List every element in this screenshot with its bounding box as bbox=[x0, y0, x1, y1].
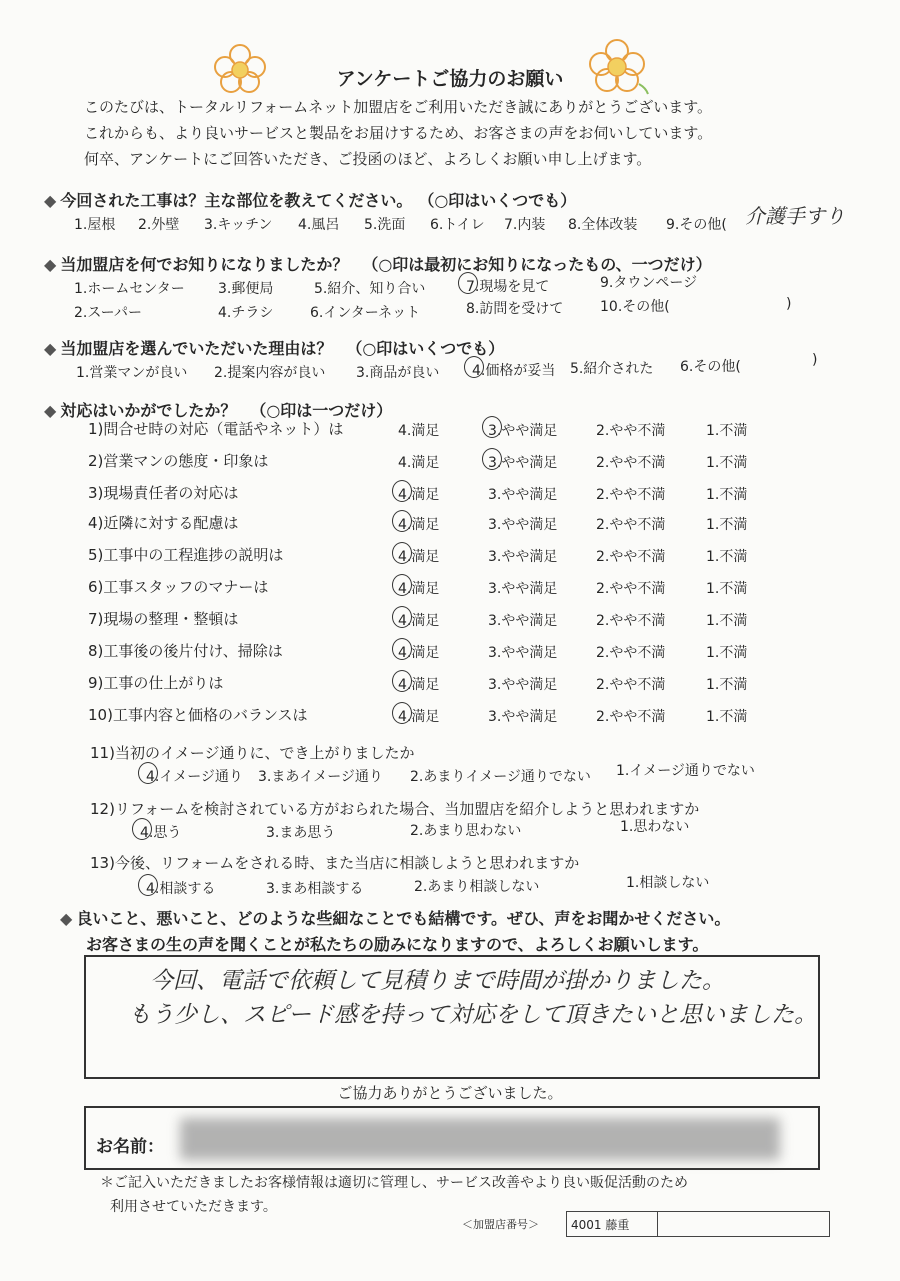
rating-option[interactable]: 1.不満 bbox=[706, 423, 748, 439]
q4-heading: ◆ 対応はいかがでしたか？ （○印は一つだけ） bbox=[44, 401, 393, 420]
rating-option[interactable]: 3.やや満足 bbox=[488, 581, 558, 597]
q3-option[interactable]: 6.その他( bbox=[680, 359, 741, 375]
rating-option[interactable]: 3.やや満足 bbox=[488, 709, 558, 725]
rating-option[interactable]: 3.やや満足 bbox=[488, 517, 558, 533]
q2-option-close: ) bbox=[786, 296, 792, 312]
rating-option[interactable]: 2.やや不満 bbox=[596, 455, 666, 471]
comment-line-2: もう少し、スピード感を持って対応をして頂きたいと思いました。 bbox=[128, 1002, 818, 1028]
rating-answer-circle bbox=[482, 416, 502, 438]
rating-option[interactable]: 3.やや満足 bbox=[488, 645, 558, 661]
intro-line-1: このたびは、トータルリフォームネット加盟店をご利用いただき誠にありがとうございます。 bbox=[84, 98, 713, 116]
privacy-line-2: 利用させていただきます。 bbox=[110, 1199, 277, 1215]
rating-question-label: 10)工事内容と価格のバランスは bbox=[88, 706, 308, 724]
q1-heading: ◆ 今回された工事は？主な部位を教えてください。 （○印はいくつでも） bbox=[44, 191, 577, 210]
rating-option[interactable]: 2.やや不満 bbox=[596, 549, 666, 565]
rating-question-label: 8)工事後の後片付け、掃除は bbox=[88, 642, 283, 660]
rating-question-label: 6)工事スタッフのマナーは bbox=[88, 578, 269, 596]
q2-option[interactable]: 2.スーパー bbox=[74, 305, 142, 321]
rating-option[interactable]: 2.やや不満 bbox=[596, 517, 666, 533]
q3-option[interactable]: 1.営業マンが良い bbox=[76, 365, 188, 381]
q2-option[interactable]: 8.訪問を受けて bbox=[466, 301, 564, 317]
rating-answer-circle bbox=[392, 542, 412, 564]
intro-line-2: これからも、より良いサービスと製品をお届けするため、お客さまの声をお伺いしています。 bbox=[84, 124, 713, 142]
rating-answer-circle bbox=[482, 448, 502, 470]
rating-option[interactable]: 1.不満 bbox=[706, 455, 748, 471]
rating-option[interactable]: 1.不満 bbox=[706, 613, 748, 629]
store-number-box bbox=[566, 1211, 830, 1237]
q2-option[interactable]: 5.紹介、知り合い bbox=[314, 281, 426, 297]
rating-answer-circle bbox=[392, 574, 412, 596]
survey-title: アンケートご協力のお願い bbox=[336, 68, 564, 90]
store-number-label: ＜加盟店番号＞ bbox=[462, 1218, 539, 1231]
rating-option[interactable]: 3.やや満足 bbox=[488, 487, 558, 503]
q2-option[interactable]: 1.ホームセンター bbox=[74, 281, 185, 297]
q2-answer-circle bbox=[458, 272, 478, 294]
rating-option[interactable]: 4.満足 bbox=[398, 549, 440, 565]
comment-line-1: 今回、電話で依頼して見積りまで時間が掛かりました。 bbox=[150, 968, 725, 994]
rating-option[interactable]: 2.やや不満 bbox=[596, 677, 666, 693]
rating-question-label: 5)工事中の工程進捗の説明は bbox=[88, 546, 284, 564]
rating-answer-circle bbox=[392, 606, 412, 628]
rating-question-label: 1)問合せ時の対応（電話やネット）は bbox=[88, 420, 344, 438]
q1-handwritten-other: 介護手すり bbox=[745, 204, 845, 228]
q11-option[interactable]: 3.まあイメージ通り bbox=[258, 769, 383, 785]
q1-option[interactable]: 5.洗面 bbox=[364, 217, 406, 233]
q1-option[interactable]: 9.その他( bbox=[666, 217, 727, 233]
q3-heading: ◆ 当加盟店を選んでいただいた理由は？ （○印はいくつでも） bbox=[44, 339, 505, 358]
q11-option[interactable]: 4.イメージ通り bbox=[146, 769, 243, 785]
q2-option[interactable]: 6.インターネット bbox=[310, 305, 421, 321]
diamond-icon: ◆ bbox=[44, 339, 57, 358]
q3-option[interactable]: 3.商品が良い bbox=[356, 365, 440, 381]
privacy-line-1: ＊ご記入いただきましたお客様情報は適切に管理し、サービス改善やより良い販促活動のため bbox=[100, 1175, 688, 1191]
rating-option[interactable]: 2.やや不満 bbox=[596, 709, 666, 725]
rating-option[interactable]: 1.不満 bbox=[706, 487, 748, 503]
rating-option[interactable]: 3.やや満足 bbox=[488, 423, 558, 439]
rating-option[interactable]: 4.満足 bbox=[398, 517, 440, 533]
rating-option[interactable]: 3.やや満足 bbox=[488, 455, 558, 471]
rating-option[interactable]: 4.満足 bbox=[398, 581, 440, 597]
q1-option[interactable]: 1.屋根 bbox=[74, 217, 116, 233]
q3-option-close: ) bbox=[812, 352, 818, 368]
rating-option[interactable]: 4.満足 bbox=[398, 645, 440, 661]
q12-label: 12)リフォームを検討されている方がおられた場合、当加盟店を紹介しようと思われますか bbox=[90, 800, 700, 818]
q2-heading: ◆ 当加盟店を何でお知りになりましたか？ （○印は最初にお知りになったもの、一つだけ） bbox=[44, 255, 712, 274]
q1-option[interactable]: 6.トイレ bbox=[430, 217, 485, 233]
rating-option[interactable]: 4.満足 bbox=[398, 455, 440, 471]
store-number: 4001 藤重 bbox=[571, 1218, 630, 1232]
q13-option[interactable]: 2.あまり相談しない bbox=[414, 879, 540, 895]
q13-option[interactable]: 3.まあ相談する bbox=[266, 881, 364, 897]
q3-option[interactable]: 2.提案内容が良い bbox=[214, 365, 326, 381]
rating-option[interactable]: 4.満足 bbox=[398, 487, 440, 503]
rating-option[interactable]: 1.不満 bbox=[706, 549, 748, 565]
rating-answer-circle bbox=[392, 670, 412, 692]
redacted-name bbox=[180, 1118, 780, 1160]
q5-heading: ◆ 良いこと、悪いこと、どのような些細なことでも結構です。ぜひ、声をお聞かせください。 bbox=[60, 909, 731, 928]
rating-option[interactable]: 4.満足 bbox=[398, 613, 440, 629]
q1-option[interactable]: 3.キッチン bbox=[204, 217, 273, 233]
rating-option[interactable]: 1.不満 bbox=[706, 709, 748, 725]
q13-option[interactable]: 1.相談しない bbox=[626, 875, 710, 891]
rating-option[interactable]: 2.やや不満 bbox=[596, 423, 666, 439]
intro-line-3: 何卒、アンケートにご回答いただき、ご投函のほど、よろしくお願い申し上げます。 bbox=[84, 150, 652, 168]
rating-answer-circle bbox=[392, 638, 412, 660]
diamond-icon: ◆ bbox=[44, 191, 57, 210]
q2-option[interactable]: 3.郵便局 bbox=[218, 281, 274, 297]
q12-option[interactable]: 1.思わない bbox=[620, 819, 690, 835]
q1-option[interactable]: 4.風呂 bbox=[298, 217, 340, 233]
q12-option[interactable]: 3.まあ思う bbox=[266, 825, 336, 841]
rating-question-label: 9)工事の仕上がりは bbox=[88, 674, 224, 692]
q12-answer-circle bbox=[132, 818, 152, 840]
rating-option[interactable]: 2.やや不満 bbox=[596, 613, 666, 629]
q12-option[interactable]: 4.思う bbox=[140, 825, 182, 841]
q1-option[interactable]: 7.内装 bbox=[504, 217, 546, 233]
q12-option[interactable]: 2.あまり思わない bbox=[410, 823, 522, 839]
q11-option[interactable]: 1.イメージ通りでない bbox=[616, 763, 755, 779]
diamond-icon: ◆ bbox=[60, 909, 73, 928]
q3-option[interactable]: 5.紹介された bbox=[570, 361, 654, 377]
rating-question-label: 4)近隣に対する配慮は bbox=[88, 514, 239, 532]
rating-option[interactable]: 2.やや不満 bbox=[596, 645, 666, 661]
q2-option[interactable]: 4.チラシ bbox=[218, 305, 274, 321]
rating-question-label: 7)現場の整理・整頓は bbox=[88, 610, 239, 628]
rating-option[interactable]: 3.やや満足 bbox=[488, 549, 558, 565]
rating-question-label: 2)営業マンの態度・印象は bbox=[88, 452, 269, 470]
q2-option[interactable]: 10.その他( bbox=[600, 299, 670, 315]
rating-option[interactable]: 2.やや不満 bbox=[596, 581, 666, 597]
thanks-text: ご協力ありがとうございました。 bbox=[337, 1084, 563, 1102]
rating-option[interactable]: 1.不満 bbox=[706, 517, 748, 533]
rating-option[interactable]: 1.不満 bbox=[706, 581, 748, 597]
rating-option[interactable]: 1.不満 bbox=[706, 677, 748, 693]
q1-option[interactable]: 8.全体改装 bbox=[568, 217, 638, 233]
rating-option[interactable]: 1.不満 bbox=[706, 645, 748, 661]
rating-option[interactable]: 4.満足 bbox=[398, 709, 440, 725]
q1-option[interactable]: 2.外壁 bbox=[138, 217, 180, 233]
q11-answer-circle bbox=[138, 762, 158, 784]
diamond-icon: ◆ bbox=[44, 401, 57, 420]
q13-label: 13)今後、リフォームをされる時、また当店に相談しようと思われますか bbox=[90, 854, 580, 872]
q13-option[interactable]: 4.相談する bbox=[146, 881, 216, 897]
q5-subheading: お客さまの生の声を聞くことが私たちの励みになりますので、よろしくお願いします。 bbox=[86, 932, 708, 957]
rating-answer-circle bbox=[392, 702, 412, 724]
diamond-icon: ◆ bbox=[44, 255, 57, 274]
q11-label: 11)当初のイメージ通りに、でき上がりましたか bbox=[90, 744, 415, 762]
rating-option[interactable]: 4.満足 bbox=[398, 423, 440, 439]
q3-answer-circle bbox=[464, 356, 484, 378]
q2-option[interactable]: 9.タウンページ bbox=[600, 275, 698, 291]
rating-option[interactable]: 3.やや満足 bbox=[488, 677, 558, 693]
q3-option[interactable]: 4.価格が妥当 bbox=[472, 363, 556, 379]
rating-answer-circle bbox=[392, 510, 412, 532]
rating-option[interactable]: 4.満足 bbox=[398, 677, 440, 693]
q2-option[interactable]: 7.現場を見て bbox=[466, 279, 550, 295]
rating-option[interactable]: 2.やや不満 bbox=[596, 487, 666, 503]
q13-answer-circle bbox=[138, 874, 158, 896]
rating-answer-circle bbox=[392, 480, 412, 502]
rating-question-label: 3)現場責任者の対応は bbox=[88, 484, 239, 502]
rating-option[interactable]: 3.やや満足 bbox=[488, 613, 558, 629]
name-label: お名前： bbox=[96, 1137, 164, 1157]
q11-option[interactable]: 2.あまりイメージ通りでない bbox=[410, 769, 591, 785]
